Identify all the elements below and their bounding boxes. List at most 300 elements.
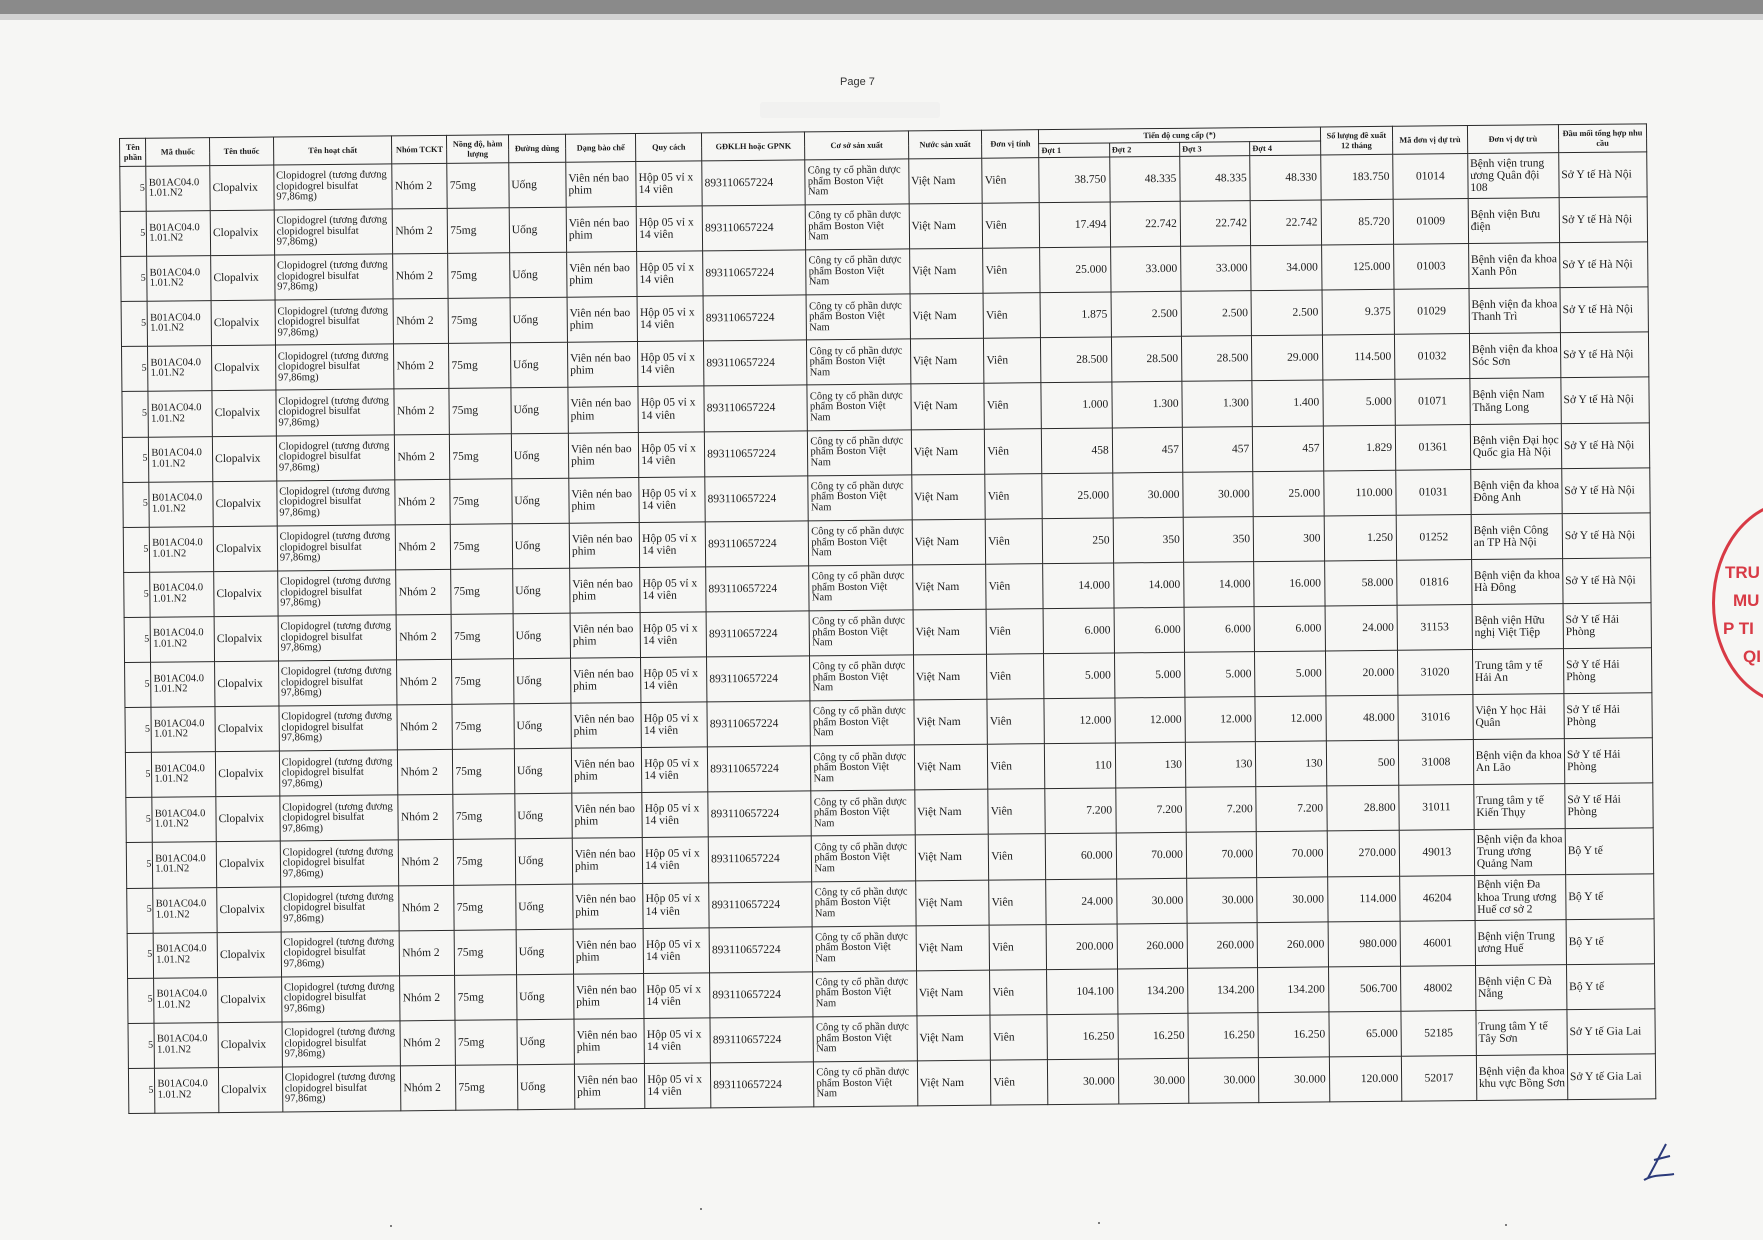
cell-don-vi-tinh: Viên (991, 1060, 1049, 1106)
cell-dot-2: 28.500 (1111, 337, 1182, 383)
cell-nhom: Nhóm 2 (396, 524, 451, 570)
cell-don-vi-du-tru: Viện Y học Hải Quân (1473, 694, 1565, 740)
cell-quy-cach: Hộp 05 vỉ x 14 viên (640, 612, 706, 658)
cell-nhom: Nhóm 2 (394, 389, 449, 435)
cell-gdklh: 893110657224 (706, 611, 810, 657)
cell-dot-2: 22.742 (1110, 201, 1181, 247)
cell-nong-do: 75mg (453, 749, 515, 795)
cell-dang-bao-che: Viên nén bao phim (568, 387, 639, 433)
cell-don-vi-du-tru: Bệnh viện Đại học Quốc gia Hà Nội (1470, 423, 1562, 469)
cell-dau-moi: Sở Y tế Hải Phòng (1563, 648, 1651, 694)
cell-don-vi-du-tru: Bệnh viện trung ương Quân đội 108 (1467, 153, 1559, 199)
cell-co-so-san-xuat: Công ty cổ phần dược phẩm Boston Việt Nam (808, 429, 912, 475)
cell-nhom: Nhóm 2 (395, 479, 450, 525)
cell-gdklh: 893110657224 (705, 521, 809, 567)
cell-ma-don-vi: 01252 (1396, 514, 1471, 560)
cell-duong-dung: Uống (515, 793, 573, 839)
cell-dot-4: 25.000 (1253, 471, 1324, 517)
header-co-so-san-xuat: Cơ sở sản xuất (805, 131, 909, 160)
stamp-text-1: TRU (1725, 563, 1760, 582)
cell-co-so-san-xuat: Công ty cổ phần dược phẩm Boston Việt Nam (808, 475, 912, 521)
cell-ma-thuoc: B01AC04.0 1.01.N2 (154, 977, 218, 1023)
cell-dot-2: 1.300 (1112, 382, 1183, 428)
scan-speck (1505, 1224, 1507, 1226)
cell-don-vi-du-tru: Trung tâm Y tế Tây Sơn (1476, 1009, 1568, 1055)
cell-quy-cach: Hộp 05 vỉ x 14 viên (642, 747, 708, 793)
cell-don-vi-tinh: Viên (984, 338, 1042, 384)
cell-dot-1: 7.200 (1045, 788, 1116, 834)
cell-nhom: Nhóm 2 (400, 975, 455, 1021)
cell-dot-1: 25.000 (1040, 247, 1111, 293)
cell-dang-bao-che: Viên nén bao phim (570, 612, 641, 658)
cell-nong-do: 75mg (453, 794, 515, 840)
cell-dot-3: 70.000 (1186, 832, 1257, 878)
cell-dot-4: 48.330 (1250, 155, 1321, 201)
cell-duong-dung: Uống (515, 839, 573, 885)
cell-dau-moi: Sở Y tế Hải Phòng (1563, 603, 1651, 649)
cell-dang-bao-che: Viên nén bao phim (570, 658, 641, 704)
cell-don-vi-tinh: Viên (990, 969, 1048, 1015)
cell-ma-thuoc: B01AC04.0 1.01.N2 (146, 166, 210, 212)
cell-ten-thuoc: Clopalvix (215, 661, 279, 707)
cell-dang-bao-che: Viên nén bao phim (574, 1063, 645, 1109)
faint-watermark (760, 102, 940, 118)
cell-dot-4: 30.000 (1257, 876, 1328, 922)
cell-ten-phan: 5 (126, 843, 153, 888)
cell-dau-moi: Sở Y tế Hà Nội (1563, 558, 1651, 604)
cell-co-so-san-xuat: Công ty cổ phần dược phẩm Boston Việt Nam (814, 1061, 918, 1107)
cell-quy-cach: Hộp 05 vỉ x 14 viên (645, 1063, 711, 1109)
cell-ten-phan: 5 (128, 978, 155, 1023)
cell-ten-hoat-chat: Clopidogrel (tương đương clopidogrel bisulfat 97,86mg) (277, 525, 396, 571)
cell-nhom: Nhóm 2 (394, 344, 449, 390)
cell-co-so-san-xuat: Công ty cổ phần dược phẩm Boston Việt Nam (811, 790, 915, 836)
cell-ten-thuoc: Clopalvix (215, 706, 279, 752)
cell-dot-2: 2.500 (1111, 292, 1182, 338)
cell-nhom: Nhóm 2 (393, 254, 448, 300)
cell-dang-bao-che: Viên nén bao phim (574, 1018, 645, 1064)
cell-nong-do: 75mg (454, 884, 516, 930)
cell-nong-do: 75mg (447, 163, 509, 209)
cell-dot-2: 30.000 (1112, 472, 1183, 518)
cell-duong-dung: Uống (512, 523, 570, 569)
cell-don-vi-du-tru: Trung tâm y tế Hải An (1472, 649, 1564, 695)
cell-nhom: Nhóm 2 (399, 840, 454, 886)
stamp-text-4: QI (1743, 647, 1761, 666)
cell-duong-dung: Uống (509, 162, 567, 208)
cell-so-luong: 1.829 (1323, 425, 1396, 471)
cell-ma-don-vi: 01361 (1395, 424, 1470, 470)
cell-nuoc-san-xuat: Việt Nam (916, 970, 990, 1016)
cell-duong-dung: Uống (512, 478, 570, 524)
cell-ma-thuoc: B01AC04.0 1.01.N2 (147, 256, 211, 302)
cell-nuoc-san-xuat: Việt Nam (908, 158, 982, 204)
cell-dot-1: 17.494 (1040, 202, 1111, 248)
cell-ma-don-vi: 48002 (1401, 965, 1476, 1011)
cell-dot-3: 1.300 (1182, 381, 1253, 427)
cell-ten-hoat-chat: Clopidogrel (tương đương clopidogrel bisulfat 97,86mg) (274, 164, 393, 210)
cell-ten-thuoc: Clopalvix (214, 616, 278, 662)
cell-don-vi-du-tru: Bệnh viện đa khoa khu vực Bồng Sơn (1476, 1055, 1568, 1101)
cell-dang-bao-che: Viên nén bao phim (573, 883, 644, 929)
cell-dot-1: 1.000 (1041, 382, 1112, 428)
cell-ma-don-vi: 31016 (1398, 695, 1473, 741)
cell-quy-cach: Hộp 05 vỉ x 14 viên (641, 657, 707, 703)
cell-ten-hoat-chat: Clopidogrel (tương đương clopidogrel bisulfat 97,86mg) (274, 254, 393, 300)
cell-dau-moi: Sở Y tế Hà Nội (1560, 242, 1648, 288)
cell-don-vi-tinh: Viên (985, 473, 1043, 519)
cell-ma-don-vi: 01071 (1395, 379, 1470, 425)
cell-dot-2: 350 (1113, 517, 1184, 563)
cell-quy-cach: Hộp 05 vỉ x 14 viên (644, 973, 710, 1019)
cell-ten-phan: 5 (128, 1068, 155, 1113)
cell-dot-2: 457 (1112, 427, 1183, 473)
cell-ten-hoat-chat: Clopidogrel (tương đương clopidogrel bisulfat 97,86mg) (278, 615, 397, 661)
cell-co-so-san-xuat: Công ty cổ phần dược phẩm Boston Việt Nam (805, 159, 909, 205)
cell-ma-thuoc: B01AC04.0 1.01.N2 (150, 617, 214, 663)
cell-nuoc-san-xuat: Việt Nam (916, 925, 990, 971)
cell-so-luong: 114.000 (1327, 876, 1400, 922)
cell-nuoc-san-xuat: Việt Nam (910, 339, 984, 385)
cell-dot-1: 250 (1043, 518, 1114, 564)
cell-gdklh: 893110657224 (707, 656, 811, 702)
cell-dot-1: 6.000 (1043, 608, 1114, 654)
cell-gdklh: 893110657224 (704, 385, 808, 431)
cell-dau-moi: Sở Y tế Hà Nội (1562, 467, 1650, 513)
cell-dau-moi: Sở Y tế Hà Nội (1559, 152, 1647, 198)
header-don-vi-tinh: Đơn vị tính (982, 130, 1039, 159)
cell-nhom: Nhóm 2 (400, 930, 455, 976)
header-don-vi-du-tru: Đơn vị dự trù (1467, 125, 1558, 154)
cell-dot-4: 12.000 (1255, 696, 1326, 742)
cell-dot-4: 34.000 (1251, 245, 1322, 291)
cell-dot-2: 30.000 (1116, 878, 1187, 924)
cell-dang-bao-che: Viên nén bao phim (571, 748, 642, 794)
cell-gdklh: 893110657224 (711, 1062, 815, 1108)
cell-ten-hoat-chat: Clopidogrel (tương đương clopidogrel bisulfat 97,86mg) (279, 750, 398, 796)
cell-nong-do: 75mg (448, 253, 510, 299)
cell-quy-cach: Hộp 05 vỉ x 14 viên (642, 837, 708, 883)
scan-top-edge (0, 0, 1763, 14)
cell-dot-4: 130 (1256, 741, 1327, 787)
cell-nuoc-san-xuat: Việt Nam (912, 564, 986, 610)
cell-ma-thuoc: B01AC04.0 1.01.N2 (152, 797, 216, 843)
cell-dot-2: 260.000 (1117, 923, 1188, 969)
cell-dot-3: 33.000 (1181, 246, 1252, 292)
cell-don-vi-tinh: Viên (989, 924, 1047, 970)
cell-ma-don-vi: 01029 (1394, 289, 1469, 335)
cell-so-luong: 9.375 (1322, 290, 1395, 336)
cell-ten-hoat-chat: Clopidogrel (tương đương clopidogrel bisulfat 97,86mg) (275, 344, 394, 390)
cell-gdklh: 893110657224 (708, 836, 812, 882)
cell-ma-don-vi: 01816 (1397, 559, 1472, 605)
cell-so-luong: 5.000 (1322, 380, 1395, 426)
cell-ma-don-vi: 31153 (1397, 604, 1472, 650)
cell-dot-4: 1.400 (1252, 380, 1323, 426)
cell-ten-thuoc: Clopalvix (214, 571, 278, 617)
cell-co-so-san-xuat: Công ty cổ phần dược phẩm Boston Việt Nam (807, 339, 911, 385)
cell-ma-don-vi: 01031 (1396, 469, 1471, 515)
cell-so-luong: 506.700 (1328, 966, 1401, 1012)
cell-duong-dung: Uống (514, 703, 572, 749)
cell-dot-1: 38.750 (1039, 157, 1110, 203)
cell-dang-bao-che: Viên nén bao phim (566, 207, 637, 253)
cell-dot-3: 457 (1182, 426, 1253, 472)
header-nuoc-san-xuat: Nước sản xuất (908, 130, 982, 159)
cell-dot-1: 30.000 (1048, 1059, 1119, 1105)
cell-nuoc-san-xuat: Việt Nam (911, 474, 985, 520)
cell-nhom: Nhóm 2 (400, 1020, 455, 1066)
cell-ten-phan: 5 (122, 392, 149, 437)
header-dot-1: Đợt 1 (1039, 143, 1109, 158)
cell-dang-bao-che: Viên nén bao phim (570, 567, 641, 613)
signature-icon (1640, 1138, 1680, 1184)
cell-dot-3: 28.500 (1181, 336, 1252, 382)
cell-co-so-san-xuat: Công ty cổ phần dược phẩm Boston Việt Nam (813, 971, 917, 1017)
scan-speck (1098, 1222, 1100, 1224)
cell-so-luong: 28.800 (1326, 786, 1399, 832)
header-dot-3: Đợt 3 (1180, 142, 1250, 157)
cell-ma-thuoc: B01AC04.0 1.01.N2 (148, 346, 212, 392)
header-quy-cach: Quy cách (636, 133, 702, 162)
cell-duong-dung: Uống (513, 658, 571, 704)
cell-ma-thuoc: B01AC04.0 1.01.N2 (152, 752, 216, 798)
cell-dot-3: 350 (1183, 516, 1254, 562)
cell-ma-thuoc: B01AC04.0 1.01.N2 (147, 301, 211, 347)
cell-ma-don-vi: 52185 (1401, 1010, 1476, 1056)
cell-quy-cach: Hộp 05 vỉ x 14 viên (636, 161, 702, 207)
cell-nong-do: 75mg (448, 208, 510, 254)
cell-co-so-san-xuat: Công ty cổ phần dược phẩm Boston Việt Nam (810, 655, 914, 701)
cell-quy-cach: Hộp 05 vỉ x 14 viên (638, 386, 704, 432)
header-gdklh: GĐKLH hoặc GPNK (702, 132, 806, 161)
allocation-table-container (119, 123, 1656, 1123)
cell-ten-phan: 5 (127, 933, 154, 978)
cell-dot-4: 457 (1253, 426, 1324, 472)
cell-so-luong: 120.000 (1329, 1056, 1402, 1102)
cell-dot-4: 134.200 (1258, 967, 1329, 1013)
cell-dang-bao-che: Viên nén bao phim (573, 928, 644, 974)
cell-don-vi-tinh: Viên (983, 293, 1041, 339)
cell-dot-2: 7.200 (1115, 788, 1186, 834)
cell-nhom: Nhóm 2 (396, 614, 451, 660)
cell-quy-cach: Hộp 05 vỉ x 14 viên (636, 206, 702, 252)
cell-ten-phan: 5 (121, 256, 148, 301)
cell-nong-do: 75mg (452, 704, 514, 750)
header-so-luong: Số lượng đề xuất 12 tháng (1320, 126, 1393, 155)
cell-ten-phan: 5 (122, 437, 149, 482)
cell-dau-moi: Sở Y tế Hà Nội (1561, 422, 1649, 468)
cell-dot-3: 30.000 (1187, 877, 1258, 923)
cell-dang-bao-che: Viên nén bao phim (571, 703, 642, 749)
cell-gdklh: 893110657224 (702, 160, 806, 206)
cell-nuoc-san-xuat: Việt Nam (912, 519, 986, 565)
cell-dot-3: 134.200 (1187, 967, 1258, 1013)
header-ma-don-vi: Mã đơn vị dự trù (1393, 126, 1468, 155)
cell-nong-do: 75mg (451, 523, 513, 569)
cell-dot-4: 300 (1253, 516, 1324, 562)
cell-dau-moi: Bộ Y tế (1566, 873, 1654, 919)
cell-so-luong: 85.720 (1321, 199, 1394, 245)
scan-top-shadow (0, 14, 1763, 20)
cell-ten-thuoc: Clopalvix (215, 751, 279, 797)
cell-duong-dung: Uống (513, 613, 571, 659)
cell-ma-thuoc: B01AC04.0 1.01.N2 (148, 391, 212, 437)
cell-co-so-san-xuat: Công ty cổ phần dược phẩm Boston Việt Nam (807, 384, 911, 430)
cell-dot-2: 70.000 (1116, 833, 1187, 879)
cell-dot-2: 134.200 (1117, 968, 1188, 1014)
cell-don-vi-du-tru: Bệnh viện Hữu nghị Việt Tiệp (1472, 604, 1564, 650)
cell-don-vi-du-tru: Bệnh viện Công an TP Hà Nội (1471, 513, 1563, 559)
cell-don-vi-du-tru: Bệnh viện Nam Thăng Long (1470, 378, 1562, 424)
cell-ma-thuoc: B01AC04.0 1.01.N2 (154, 1022, 218, 1068)
cell-duong-dung: Uống (512, 568, 570, 614)
cell-don-vi-tinh: Viên (982, 203, 1040, 249)
cell-dot-1: 104.100 (1047, 969, 1118, 1015)
cell-ma-thuoc: B01AC04.0 1.01.N2 (147, 211, 211, 257)
header-ten-phan: Tên phần (120, 138, 147, 166)
cell-ten-thuoc: Clopalvix (216, 796, 280, 842)
cell-dot-2: 30.000 (1118, 1058, 1189, 1104)
cell-nhom: Nhóm 2 (398, 750, 453, 796)
header-duong-dung: Đường dùng (508, 134, 565, 163)
cell-don-vi-du-tru: Bệnh viện C Đà Nẵng (1475, 964, 1567, 1010)
cell-nuoc-san-xuat: Việt Nam (910, 293, 984, 339)
cell-don-vi-tinh: Viên (986, 563, 1044, 609)
header-dot-4: Đợt 4 (1250, 141, 1320, 156)
cell-ten-thuoc: Clopalvix (213, 526, 277, 572)
cell-ma-don-vi: 31008 (1398, 740, 1473, 786)
cell-dang-bao-che: Viên nén bao phim (569, 477, 640, 523)
cell-so-luong: 183.750 (1320, 154, 1393, 200)
cell-co-so-san-xuat: Công ty cổ phần dược phẩm Boston Việt Nam (809, 610, 913, 656)
cell-dot-3: 22.742 (1180, 201, 1251, 247)
cell-co-so-san-xuat: Công ty cổ phần dược phẩm Boston Việt Nam (809, 565, 913, 611)
cell-dot-1: 60.000 (1046, 833, 1117, 879)
cell-don-vi-du-tru: Trung tâm y tế Kiến Thụy (1474, 784, 1566, 830)
cell-duong-dung: Uống (510, 343, 568, 389)
cell-dang-bao-che: Viên nén bao phim (567, 252, 638, 298)
cell-gdklh: 893110657224 (706, 566, 810, 612)
cell-nhom: Nhóm 2 (396, 569, 451, 615)
cell-ten-phan: 5 (127, 888, 154, 933)
cell-don-vi-tinh: Viên (989, 879, 1047, 925)
cell-don-vi-du-tru: Bệnh viện đa khoa Xanh Pôn (1468, 243, 1560, 289)
cell-so-luong: 125.000 (1321, 244, 1394, 290)
cell-dot-1: 1.875 (1040, 292, 1111, 338)
cell-dot-3: 30.000 (1188, 1057, 1259, 1103)
cell-ma-thuoc: B01AC04.0 1.01.N2 (151, 707, 215, 753)
cell-duong-dung: Uống (509, 252, 567, 298)
cell-dau-moi: Sở Y tế Hà Nội (1560, 332, 1648, 378)
cell-so-luong: 500 (1326, 740, 1399, 786)
header-nhom-tckt: Nhóm TCKT (392, 135, 447, 164)
cell-ten-thuoc: Clopalvix (218, 977, 282, 1023)
cell-ten-thuoc: Clopalvix (212, 390, 276, 436)
cell-dau-moi: Bộ Y tế (1566, 963, 1654, 1009)
cell-nuoc-san-xuat: Việt Nam (909, 248, 983, 294)
cell-quy-cach: Hộp 05 vỉ x 14 viên (642, 792, 708, 838)
allocation-table (119, 123, 1656, 1114)
cell-nong-do: 75mg (455, 1020, 517, 1066)
cell-co-so-san-xuat: Công ty cổ phần dược phẩm Boston Việt Nam (806, 204, 910, 250)
cell-so-luong: 20.000 (1325, 650, 1398, 696)
cell-nong-do: 75mg (455, 974, 517, 1020)
cell-ten-phan: 5 (124, 617, 151, 662)
cell-quy-cach: Hộp 05 vỉ x 14 viên (637, 251, 703, 297)
cell-co-so-san-xuat: Công ty cổ phần dược phẩm Boston Việt Nam (806, 294, 910, 340)
cell-so-luong: 24.000 (1325, 605, 1398, 651)
cell-ma-thuoc: B01AC04.0 1.01.N2 (151, 662, 215, 708)
cell-nuoc-san-xuat: Việt Nam (913, 654, 987, 700)
cell-gdklh: 893110657224 (705, 476, 809, 522)
cell-ma-thuoc: B01AC04.0 1.01.N2 (153, 842, 217, 888)
cell-dot-1: 110 (1045, 743, 1116, 789)
cell-dot-4: 2.500 (1251, 290, 1322, 336)
cell-ma-don-vi: 01014 (1393, 154, 1468, 200)
cell-ten-thuoc: Clopalvix (210, 165, 274, 211)
cell-ten-thuoc: Clopalvix (216, 841, 280, 887)
cell-dot-2: 130 (1115, 743, 1186, 789)
cell-co-so-san-xuat: Công ty cổ phần dược phẩm Boston Việt Nam (809, 520, 913, 566)
cell-duong-dung: Uống (511, 433, 569, 479)
cell-ma-thuoc: B01AC04.0 1.01.N2 (150, 526, 214, 572)
scan-speck (700, 1208, 702, 1210)
cell-ten-hoat-chat: Clopidogrel (tương đương clopidogrel bisulfat 97,86mg) (275, 299, 394, 345)
cell-duong-dung: Uống (517, 1064, 575, 1110)
cell-dau-moi: Bộ Y tế (1566, 918, 1654, 964)
page-number: Page 7 (840, 76, 875, 88)
cell-ten-phan: 5 (120, 211, 147, 256)
cell-so-luong: 65.000 (1329, 1011, 1402, 1057)
cell-nuoc-san-xuat: Việt Nam (915, 835, 989, 881)
cell-nuoc-san-xuat: Việt Nam (914, 790, 988, 836)
cell-ma-thuoc: B01AC04.0 1.01.N2 (153, 932, 217, 978)
cell-so-luong: 270.000 (1327, 831, 1400, 877)
cell-nhom: Nhóm 2 (397, 659, 452, 705)
cell-quy-cach: Hộp 05 vỉ x 14 viên (639, 477, 705, 523)
cell-ten-thuoc: Clopalvix (212, 345, 276, 391)
cell-dot-2: 12.000 (1115, 697, 1186, 743)
cell-dot-4: 70.000 (1256, 831, 1327, 877)
cell-duong-dung: Uống (511, 388, 569, 434)
cell-nong-do: 75mg (450, 478, 512, 524)
cell-nong-do: 75mg (449, 388, 511, 434)
cell-dau-moi: Sở Y tế Gia Lai (1567, 1009, 1655, 1055)
cell-so-luong: 48.000 (1325, 695, 1398, 741)
cell-gdklh: 893110657224 (709, 926, 813, 972)
cell-dot-4: 16.000 (1254, 561, 1325, 607)
cell-nhom: Nhóm 2 (399, 885, 454, 931)
cell-ten-thuoc: Clopalvix (217, 932, 281, 978)
cell-nhom: Nhóm 2 (398, 795, 453, 841)
header-dang-bao-che: Dạng bào chế (565, 134, 636, 163)
cell-duong-dung: Uống (516, 974, 574, 1020)
cell-nuoc-san-xuat: Việt Nam (914, 699, 988, 745)
cell-dot-4: 16.250 (1258, 1012, 1329, 1058)
cell-dang-bao-che: Viên nén bao phim (568, 432, 639, 478)
cell-gdklh: 893110657224 (707, 701, 811, 747)
cell-dot-1: 24.000 (1046, 878, 1117, 924)
cell-ma-don-vi: 49013 (1399, 830, 1474, 876)
cell-dot-3: 30.000 (1183, 471, 1254, 517)
cell-ten-hoat-chat: Clopidogrel (tương đương clopidogrel bisulfat 97,86mg) (276, 434, 395, 480)
cell-ten-phan: 5 (121, 302, 148, 347)
cell-ten-phan: 5 (123, 527, 150, 572)
cell-don-vi-tinh: Viên (985, 428, 1043, 474)
cell-dot-3: 16.250 (1188, 1012, 1259, 1058)
header-dau-moi: Đầu mối tổng hợp nhu cầu (1558, 124, 1646, 153)
